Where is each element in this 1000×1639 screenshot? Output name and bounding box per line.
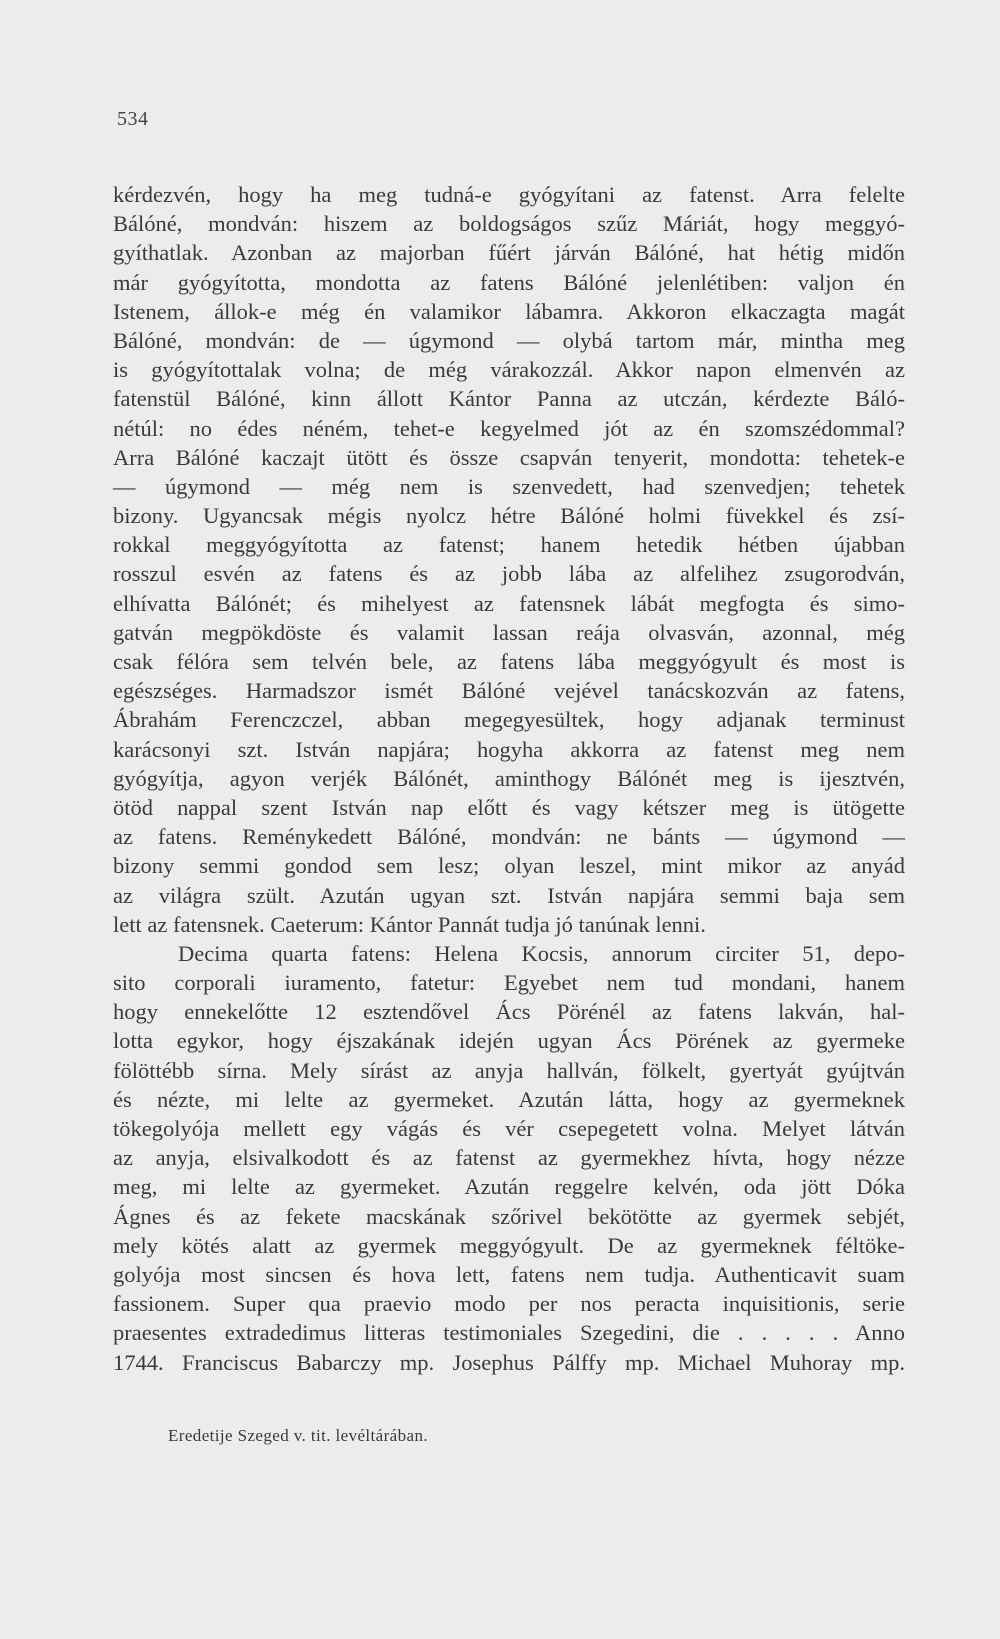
text-line: csak félóra sem telvén bele, az fatens lába meggyógyult és most is bbox=[113, 649, 905, 674]
text-line: Ágnes és az fekete macskának szőrivel bekötötte az gyermek sebjét, bbox=[113, 1203, 905, 1229]
text-line: bizony semmi gondod sem lesz; olyan leszel, mint mikor az anyád bbox=[113, 853, 905, 879]
text-line: az fatens. Reménykedett Bálóné, mondván: ne bánts — úgymond — bbox=[113, 824, 905, 850]
text-line: karácsonyi szt. István napjára; hogyha akkorra az fatenst meg nem bbox=[113, 736, 905, 762]
text-line: praesentes extradedimus litteras testimoniales Szegedini, die . . . . . Anno bbox=[113, 1320, 905, 1346]
footnote: Eredetije Szeged v. tit. levéltárában. bbox=[168, 1426, 429, 1445]
text-line: fassionem. Super qua praevio modo per nos peracta inquisitionis, serie bbox=[113, 1291, 905, 1317]
text-line: ötöd nappal szent István nap előtt és vagy kétszer meg is ütögette bbox=[113, 794, 905, 820]
text-line: már gyógyította, mondotta az fatens Bálóné jelenlétiben: valjon én bbox=[113, 269, 905, 295]
text-line: rokkal meggyógyította az fatenst; hanem hetedik hétben újabban bbox=[113, 532, 905, 558]
text-line: sito corporali iuramento, fatetur: Egyebet nem tud mondani, hanem bbox=[113, 970, 905, 996]
text-line: kérdezvén, hogy ha meg tudná-e gyógyítani az fatenst. Arra felelte bbox=[113, 182, 905, 207]
text-line: 1744. Franciscus Babarczy mp. Josephus Pálffy mp. Michael Muhoray mp. bbox=[113, 1349, 905, 1375]
text-line: elhívatta Bálónét; és mihelyest az fatensnek lábát megfogta és simo- bbox=[113, 590, 905, 616]
text-line: fatenstül Bálóné, kinn állott Kántor Panna az utczán, kérdezte Báló- bbox=[113, 386, 905, 412]
text-line: golyója most sincsen és hova lett, fatens nem tudja. Authenticavit suam bbox=[113, 1261, 905, 1287]
text-line: mely kötés alatt az gyermek meggyógyult. De az gyermeknek féltöke- bbox=[113, 1232, 905, 1258]
text-line: nétúl: no édes néném, tehet-e kegyelmed jót az én szomszédommal? bbox=[113, 415, 905, 441]
body-text bbox=[113, 180, 905, 1377]
text-line: az világra szült. Azután ugyan szt. István napjára semmi baja sem bbox=[113, 882, 905, 908]
text-line: rosszul esvén az fatens és az jobb lába az alfelihez zsugorodván, bbox=[113, 561, 905, 587]
text-line: tökegolyója mellett egy vágás és vér csepegetett volna. Melyet látván bbox=[113, 1116, 905, 1141]
text-line: az anyja, elsivalkodott és az fatenst az gyermekhez hívta, hogy nézze bbox=[113, 1145, 905, 1171]
text-line: lett az fatensnek. Caeterum: Kántor Pannát tudja jó tanúnak lenni. bbox=[113, 911, 706, 937]
text-line: lotta egykor, hogy éjszakának idején ugyan Ács Pörének az gyermeke bbox=[113, 1028, 905, 1054]
text-line: Istenem, állok-e még én valamikor lábamra. Akkoron elkaczagta magát bbox=[113, 298, 905, 324]
text-line: fölöttébb sírna. Mely sírást az anyja hallván, fölkelt, gyertyát gyújtván bbox=[113, 1057, 905, 1083]
text-line: egészséges. Harmadszor ismét Bálóné vejével tanácskozván az fatens, bbox=[113, 678, 905, 704]
text-line: Bálóné, mondván: de — úgymond — olybá tartom már, mintha meg bbox=[113, 327, 905, 353]
text-line: meg, mi lelte az gyermeket. Azután reggelre kelvén, oda jött Dóka bbox=[113, 1174, 905, 1200]
text-line: gatván megpökdöste és valamit lassan reája olvasván, azonnal, még bbox=[113, 619, 905, 645]
text-line: gyógyítja, agyon verjék Bálónét, aminthogy Bálónét meg is ijesztvén, bbox=[113, 765, 905, 791]
text-line: és nézte, mi lelte az gyermeket. Azután látta, hogy az gyermeknek bbox=[113, 1086, 905, 1112]
text-line: Bálóné, mondván: hiszem az boldogságos szűz Máriát, hogy meggyó- bbox=[113, 211, 905, 237]
text-line: bizony. Ugyancsak mégis nyolcz hétre Bálóné holmi füvekkel és zsí- bbox=[113, 503, 905, 529]
text-line: is gyógyítottalak volna; de még várakozzál. Akkor napon elmenvén az bbox=[113, 357, 905, 383]
text-line: — úgymond — még nem is szenvedett, had szenvedjen; tehetek bbox=[113, 473, 905, 499]
text-line: Arra Bálóné kaczajt ütött és össze csapván tenyerit, mondotta: tehetek-e bbox=[113, 444, 905, 470]
text-line: gyíthatlak. Azonban az majorban fűért járván Bálóné, hat hétig midőn bbox=[113, 240, 905, 266]
text-line: Ábrahám Ferenczczel, abban megegyesültek, hogy adjanak terminust bbox=[113, 707, 905, 733]
text-line: Decima quarta fatens: Helena Kocsis, annorum circiter 51, depo- bbox=[178, 940, 905, 966]
page-number: 534 bbox=[117, 108, 149, 130]
text-line: hogy ennekelőtte 12 esztendővel Ács Pörénél az fatens lakván, hal- bbox=[113, 999, 905, 1025]
